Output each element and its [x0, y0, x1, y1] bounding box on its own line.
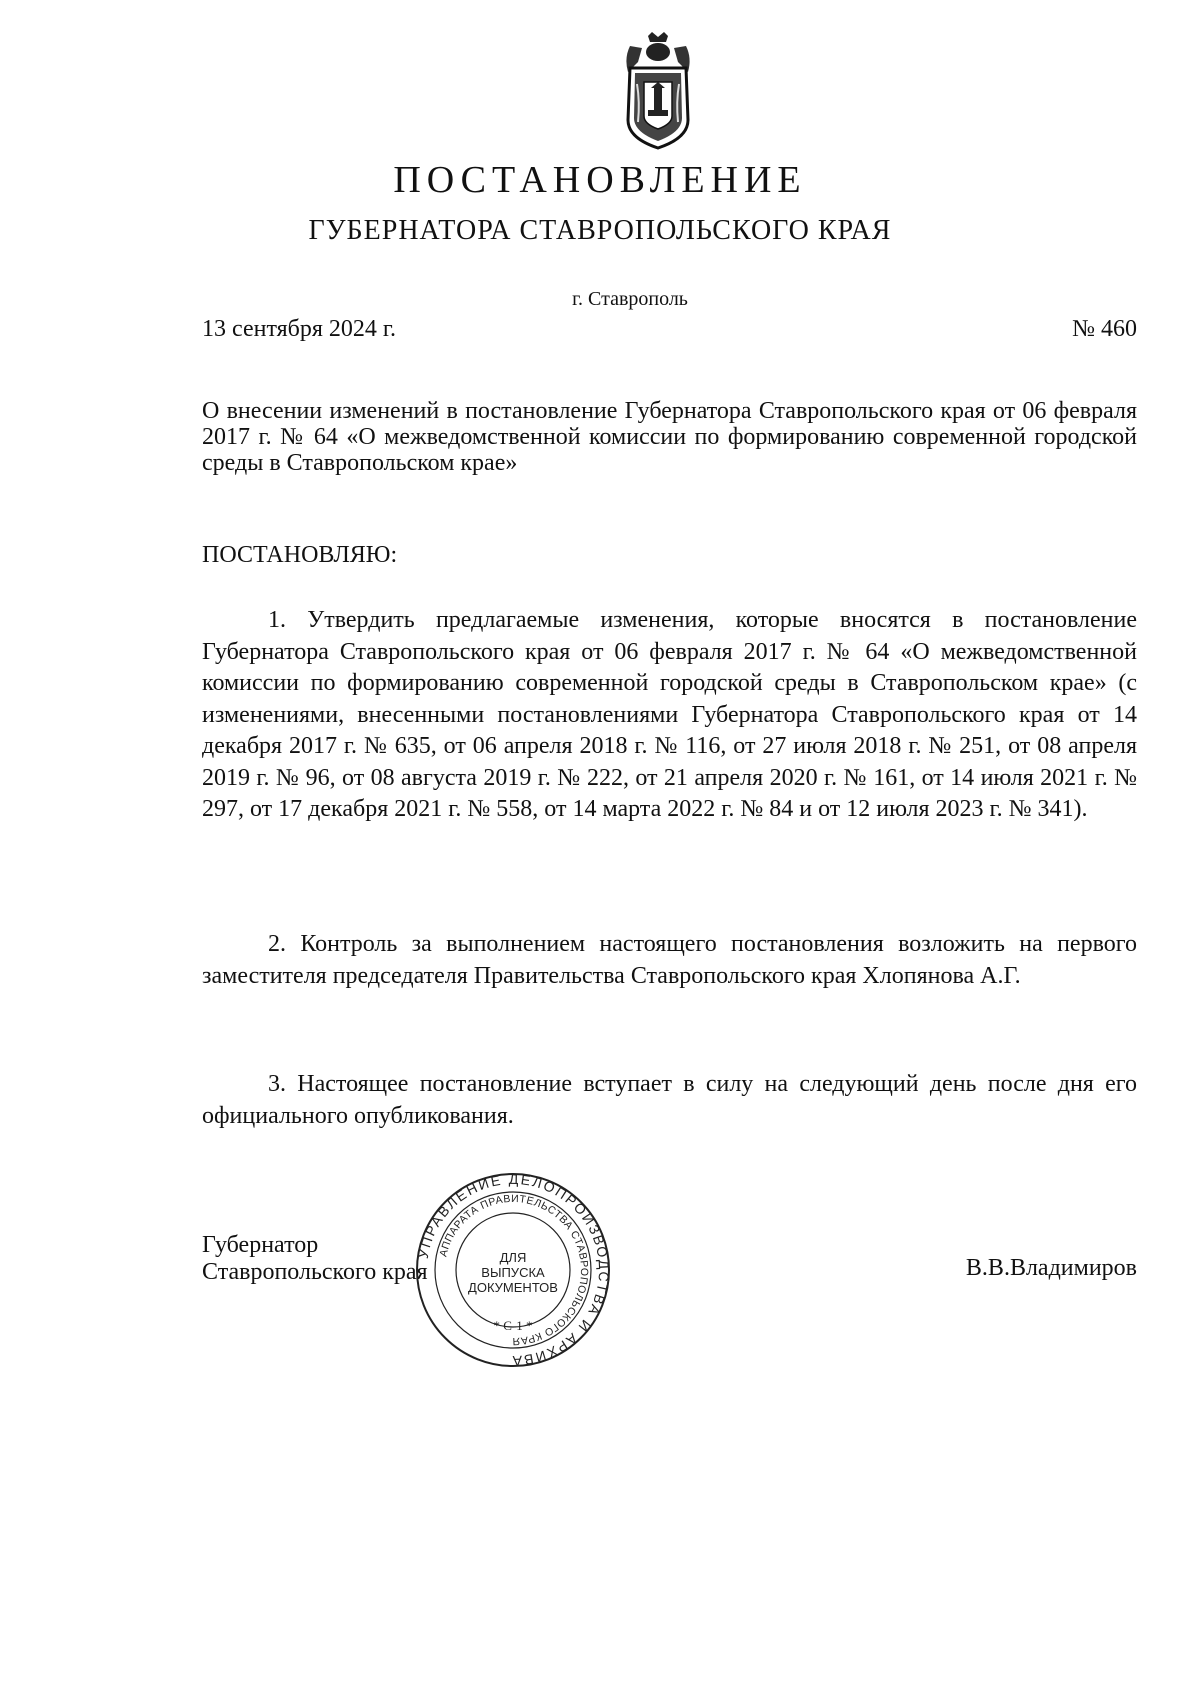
official-stamp [413, 1170, 613, 1370]
paragraph-2: 2. Контроль за выполнением настоящего постановления возложить на первого заместителя председателя Правительства Ставропольского края Хлопянова А.Г. [202, 931, 1137, 989]
stamp-inner-ring-text: АППАРАТА ПРАВИТЕЛЬСТВА СТАВРОПОЛЬСКОГО КРАЯ [437, 1192, 591, 1348]
signatory-name: В.В.Владимиров [965, 1255, 1137, 1281]
paragraph-1: 1. Утвердить предлагаемые изменения, которые вносятся в постановление Губернатора Ставропольского края от 06 февраля 2017 г. № 64 «О межведомственной комиссии по формированию современной городской среды в Ставропольском крае» (с изменениями, внесенными постановлениями Губернатора Ставропольского края от 14 декабря 2017 г. № 635, от 06 апреля 2018 г. № 116, от 27 июля 2018 г. № 251, от 08 апреля 2019 г. № 96, от 08 августа 2019 г. № 222, от 21 апреля 2020 г. № 161, от 14 июля 2021 г. № 297, от 17 декабря 2021 г. № 558, от 14 марта 2022 г. № 84 и от 12 июля 2023 г. № 341). [202, 607, 1137, 822]
issue-date: 13 сентября 2024 г. [202, 316, 397, 342]
issuing-authority: ГУБЕРНАТОРА СТАВРОПОЛЬСКОГО КРАЯ [308, 215, 892, 246]
stamp-center-line-3: ДОКУМЕНТОВ [468, 1280, 558, 1295]
coat-of-arms-icon [622, 32, 694, 150]
decree-word: ПОСТАНОВЛЯЮ: [202, 542, 398, 568]
document-subject: О внесении изменений в постановление Губернатора Ставропольского края от 06 февраля 2017 г. № 64 «О межведомственной комиссии по формированию современной городской среды в Ставропольском крае» [202, 398, 1137, 476]
stamp-center-line-1: ДЛЯ [499, 1250, 527, 1265]
document-number: № 460 [1072, 316, 1137, 342]
stamp-center-line-2: ВЫПУСКА [481, 1265, 545, 1280]
stamp-outer-ring-text: УПРАВЛЕНИЕ ДЕЛОПРОИЗВОДСТВА И АРХИВА [414, 1170, 613, 1370]
signatory-title [202, 1232, 428, 1286]
paragraph-3: 3. Настоящее постановление вступает в силу на следующий день после дня его официального опубликования. [202, 1071, 1137, 1129]
document-type-title: ПОСТАНОВЛЕНИЕ [393, 159, 807, 201]
issue-city: г. Ставрополь [572, 288, 688, 310]
signatory-title-line-1: Губернатор [202, 1232, 319, 1258]
stamp-center-text [413, 1250, 613, 1295]
signatory-title-line-2: Ставропольского края [202, 1259, 428, 1285]
stamp-code: * С-1 * [493, 1318, 533, 1333]
